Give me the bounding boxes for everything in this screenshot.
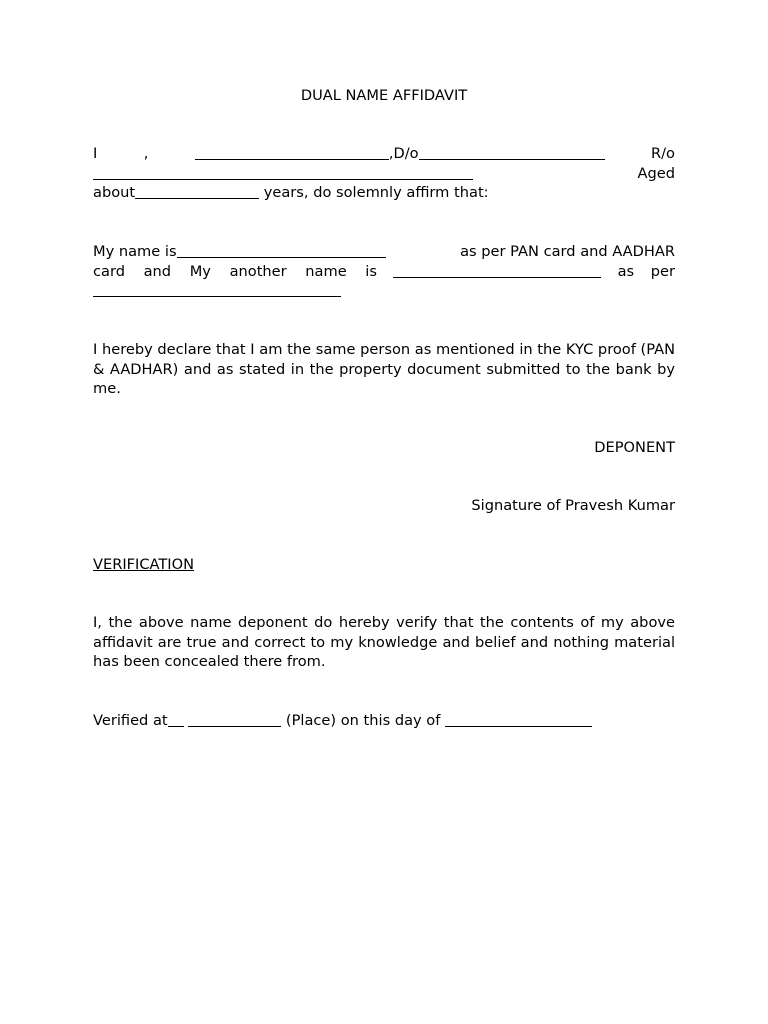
place-blank-1 [168,725,184,727]
age-blank [135,197,259,199]
verification-heading-text: VERIFICATION [93,556,195,573]
intro-ro: R/o [651,145,675,162]
intro-line-3 [93,183,675,203]
pan-name-blank [177,256,386,258]
intro-line-1 [93,144,675,164]
address-blank [93,178,473,180]
verification-paragraph: I, the above name deponent do hereby verify that the contents of my above affidavit are true and correct to my knowledge and belief and nothing material has been concealed there from. [93,614,675,670]
name-line-3 [93,281,675,301]
name-line-1 [93,242,675,262]
as-per-2: as per [617,263,675,280]
intro-comma: , [143,145,149,162]
name-line-2 [93,262,675,282]
document-title: DUAL NAME AFFIDAVIT [300,87,468,104]
verified-at: Verified at [93,712,168,729]
name-blank [195,158,389,160]
intro-aged: Aged [637,165,675,182]
date-blank [445,725,592,727]
name-group-1 [93,242,386,262]
father-name-blank [419,158,605,160]
intro-name-group [195,144,605,164]
card-and: card and My another name is [93,263,377,280]
verified-line [93,711,675,731]
intro-do: ,D/o [388,145,419,162]
verification-heading [93,555,675,575]
intro-years: years, do solemnly affirm that: [263,184,489,201]
document-name-blank [93,295,341,297]
intro-i: I [93,145,98,162]
declaration-paragraph: I hereby declare that I am the same person as mentioned in the KYC proof (PAN & AADHAR) and as stated in the property document submitted to the bank by me. [93,341,675,397]
another-name-blank [393,276,601,278]
my-name-is: My name is [93,243,177,260]
deponent-label: DEPONENT [594,439,675,456]
verified-place: (Place) on this day of [285,712,441,729]
intro-about: about [93,184,136,201]
place-blank-2 [188,725,281,727]
signature-label: Signature of Pravesh Kumar [471,497,675,514]
intro-line-2 [93,164,675,184]
as-per-pan: as per PAN card and AADHAR [460,243,675,260]
